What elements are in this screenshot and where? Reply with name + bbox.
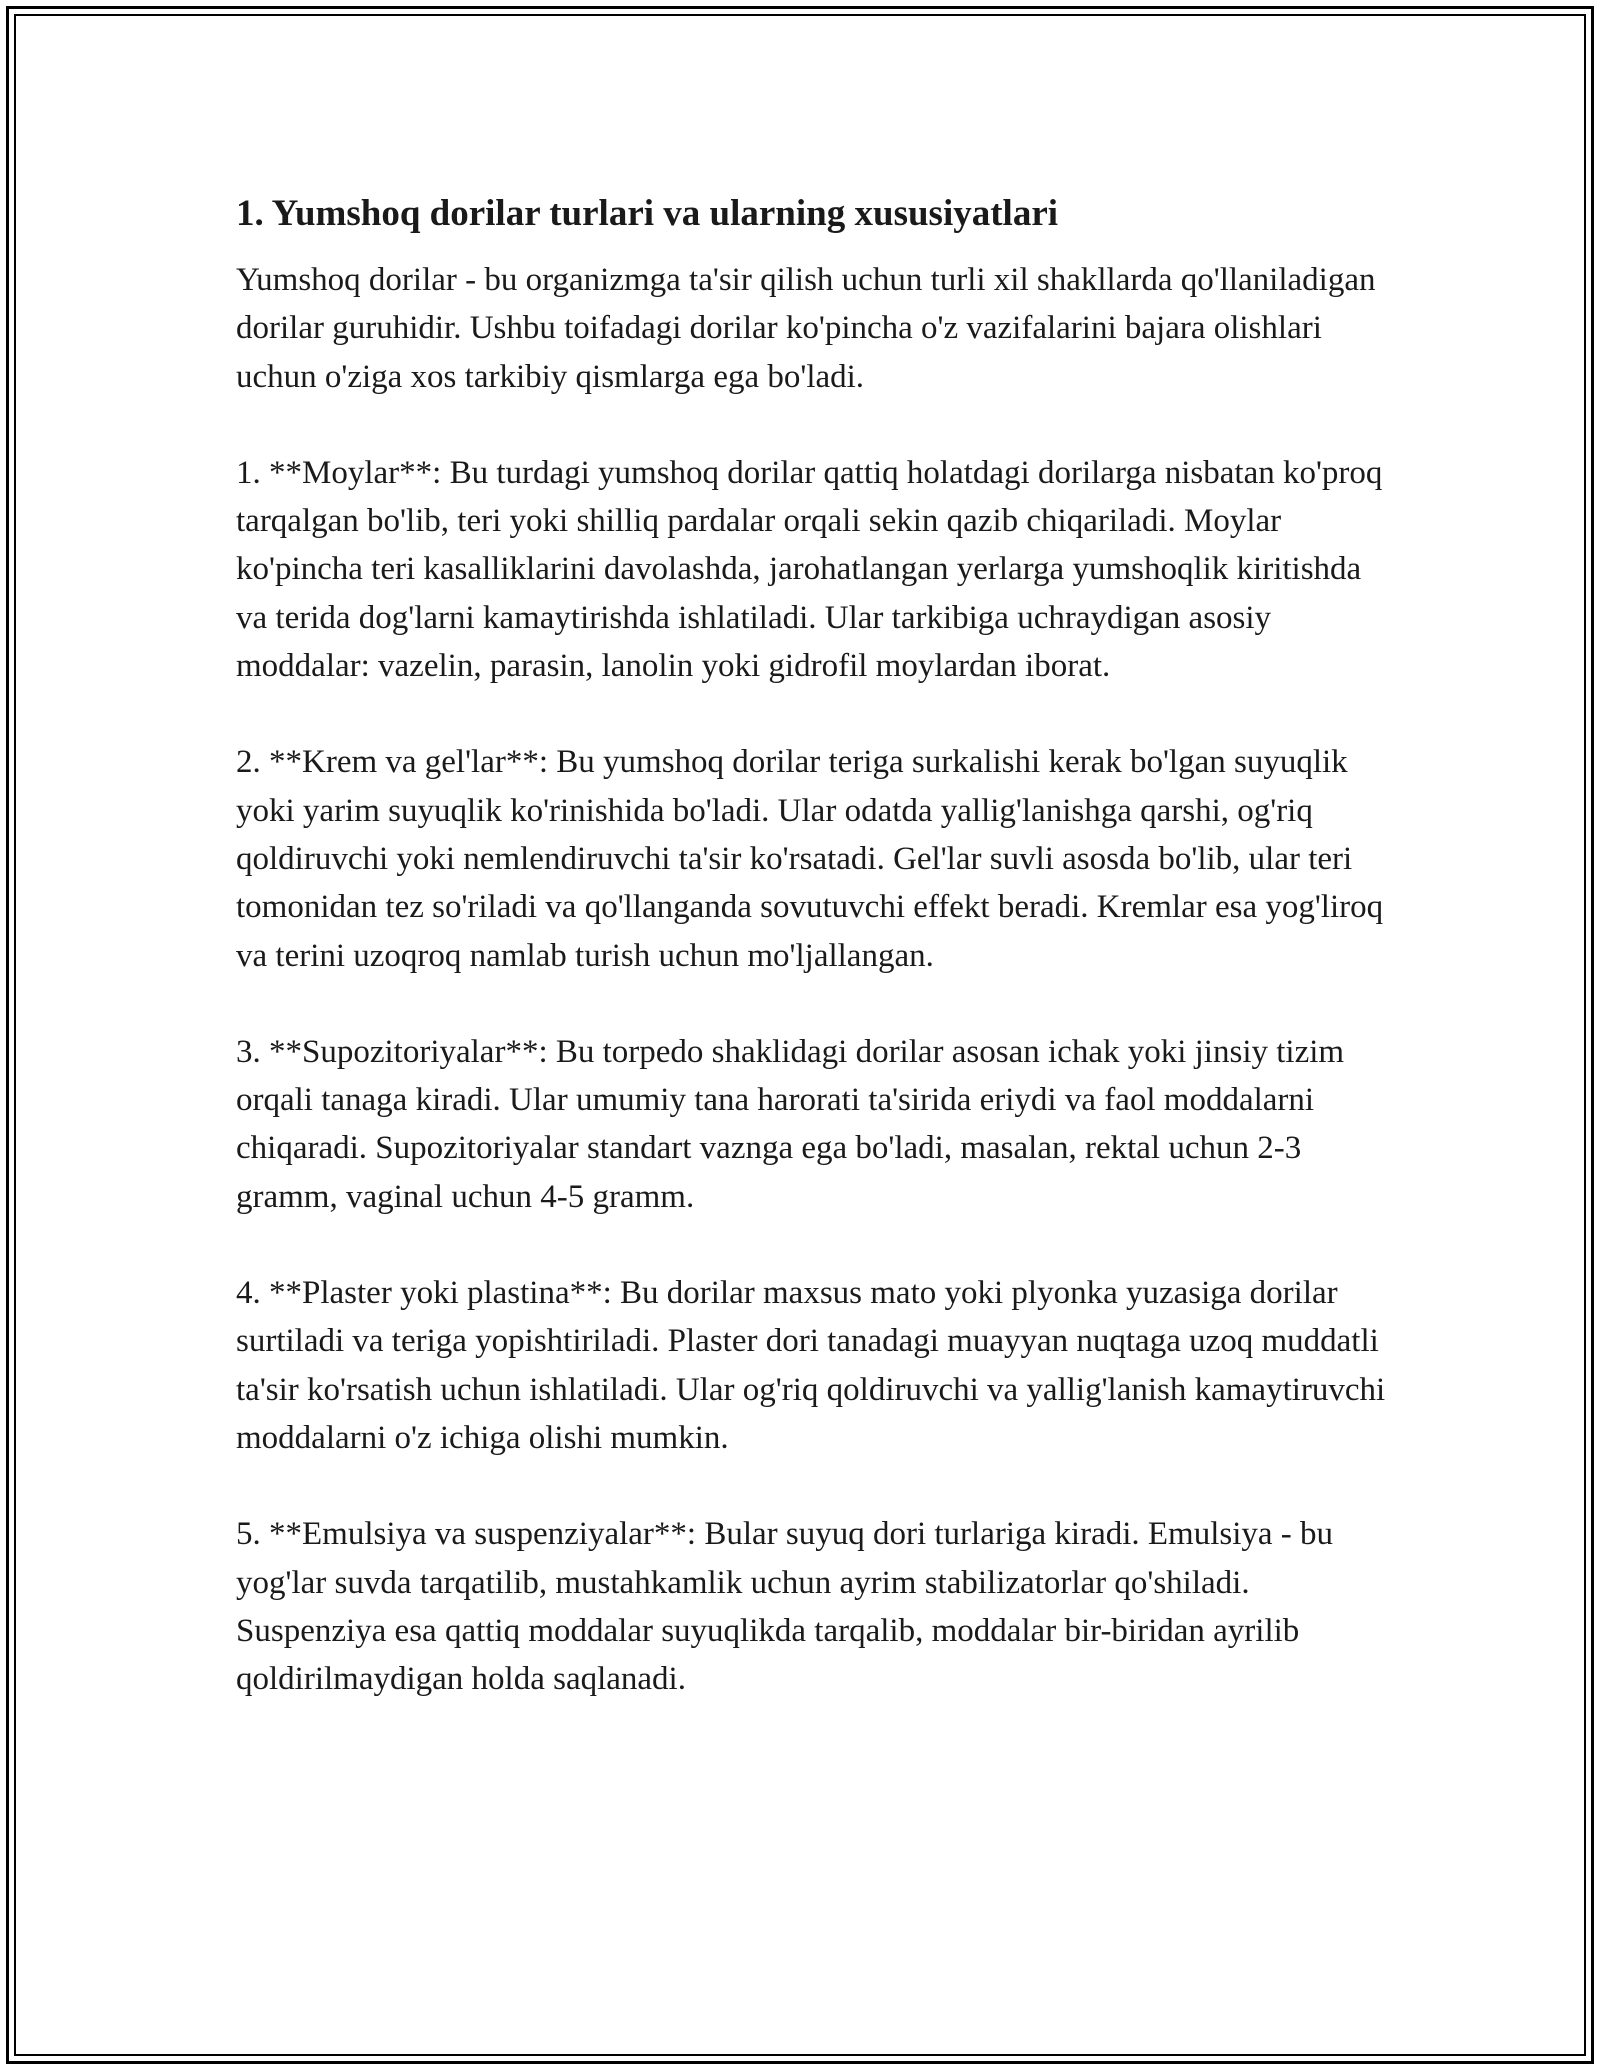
section-title: 1. Yumshoq dorilar turlari va ularning xususiyatlari — [236, 193, 1059, 234]
paragraph-supozitoriyalar: 3. **Supozitoriyalar**: Bu torpedo shaklidagi dorilar asosan ichak yoki jinsiy tizim orqali tanaga kiradi. Ular umumiy tana harorati ta'sirida eriydi va faol moddalarni chiqaradi. Supozitoriyalar standart vaznga ega bo'ladi, masalan, rektal uchun 2-3 gramm, vaginal uchun 4-5 gramm. — [236, 1033, 1345, 1215]
paragraph-moylar: 1. **Moylar**: Bu turdagi yumshoq dorilar qattiq holatdagi dorilarga nisbatan ko'proq tarqalgan bo'lib, teri yoki shilliq pardalar orqali sekin qazib chiqariladi. Moylar ko'pincha teri kasalliklarini davolashda, jarohatlangan yerlarga yumshoqlik kiritishda va terida dog'larni kamaytirishda ishlatiladi. Ular tarkibiga uchraydigan asosiy moddalar: vazelin, parasin, lanolin yoki gidrofil moylardan iborat. — [236, 454, 1383, 685]
intro-paragraph: Yumshoq dorilar - bu organizmga ta'sir qilish uchun turli xil shakllarda qo'llaniladigan dorilar guruhidir. Ushbu toifadagi dorilar ko'pincha o'z vazifalarini bajara olishlari uchun o'ziga xos tarkibiy qismlarga ega bo'ladi. — [236, 262, 1376, 395]
paragraph-plaster: 4. **Plaster yoki plastina**: Bu dorilar maxsus mato yoki plyonka yuzasiga dorilar surtiladi va teriga yopishtiriladi. Plaster dori tanadagi muayyan nuqtaga uzoq muddatli ta'sir ko'rsatish uchun ishlatiladi. Ular og'riq qoldiruvchi va yallig'lanish kamaytiruvchi moddalarni o'z ichiga olishi mumkin. — [236, 1275, 1386, 1456]
paragraph-krem-gellar: 2. **Krem va gel'lar**: Bu yumshoq dorilar teriga surkalishi kerak bo'lgan suyuqlik yoki yarim suyuqlik ko'rinishida bo'ladi. Ular odatda yallig'lanishga qarshi, og'riq qoldiruvchi yoki nemlendiruvchi ta'sir ko'rsatadi. Gel'lar suvli asosda bo'lib, ular teri tomonidan tez so'riladi va qo'llanganda sovutuvchi effekt beradi. Kremlar esa yog'liroq va terini uzoqroq namlab turish uchun mo'ljallangan. — [236, 744, 1384, 974]
document-body — [236, 184, 1396, 1703]
paragraph-emulsiya: 5. **Emulsiya va suspenziyalar**: Bular suyuq dori turlariga kiradi. Emulsiya - bu yog'lar suvda tarqatilib, mustahkamlik uchun ayrim stabilizatorlar qo'shiladi. Suspenziya esa qattiq moddalar suyuqlikda tarqalib, moddalar bir-biridan ayrilib qoldirilmaydigan holda saqlanadi. — [236, 1516, 1334, 1698]
